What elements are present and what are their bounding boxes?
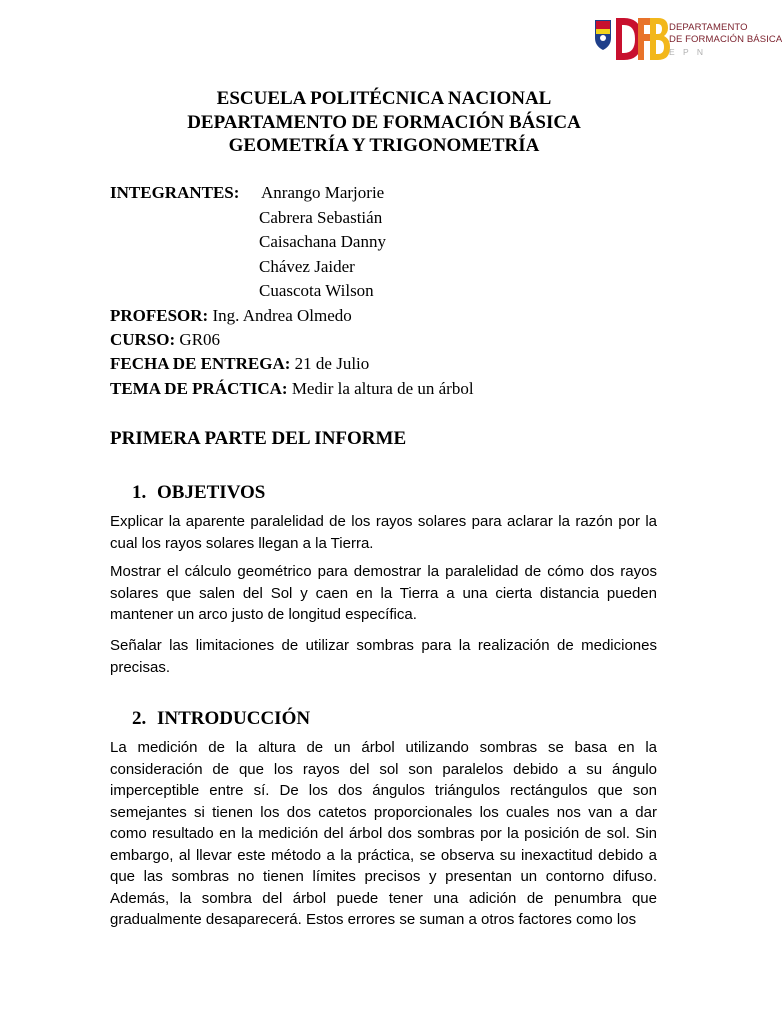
curso-value: GR06	[179, 330, 221, 349]
introduccion-paragraph: La medición de la altura de un árbol utilizando sombras se basa en la consideración de que los rayos del sol son paralelos debido a su ángulo imperceptible entre sí. De los dos ángulos triángulos rectángulos que son semejantes si tienen los dos catetos proporcionales los cuales nos van a dar como resultado en la medición del árbol dos sombras por la posición de sol. Sin embargo, al llevar este método a la práctica, se observa su inexactitud debido a que las sombras no tienen límites precisos y presentan un contorno difuso. Además, la sombra del árbol puede tener una adición de penumbra que gradualmente desaparecerá. Estos errores se suman a otros factores como los	[110, 739, 657, 928]
curso-label: CURSO:	[110, 330, 176, 349]
department-title: DEPARTAMENTO DE FORMACIÓN BÁSICA	[187, 111, 581, 133]
member-name: Cuascota Wilson	[259, 281, 374, 300]
introduccion-heading	[132, 708, 310, 730]
section-title: PRIMERA PARTE DEL INFORME	[110, 428, 407, 449]
objetivos-title: OBJETIVOS	[157, 482, 266, 503]
integrantes-label: INTEGRANTES:	[110, 183, 240, 202]
logo-line-2: DE FORMACIÓN BÁSICA	[669, 34, 782, 45]
objetivo-paragraph: Señalar las limitaciones de utilizar sombras para la realización de mediciones precisas.	[110, 637, 657, 676]
tema-value: Medir la altura de un árbol	[291, 378, 474, 398]
profesor-value: Ing. Andrea Olmedo	[212, 305, 352, 325]
tema-row	[110, 379, 474, 399]
member-name: Caisachana Danny	[259, 232, 386, 251]
objetivos-heading	[132, 482, 265, 504]
introduccion-number: 2.	[132, 708, 147, 729]
member-name: Anrango Marjorie	[261, 183, 385, 202]
fecha-label: FECHA DE ENTREGA:	[110, 354, 291, 373]
tema-label: TEMA DE PRÁCTICA:	[110, 378, 288, 398]
dfb-logo	[592, 8, 782, 68]
member-name: Chávez Jaider	[259, 256, 355, 276]
logo-line-1: DEPARTAMENTO	[669, 22, 748, 33]
institution-title: ESCUELA POLITÉCNICA NACIONAL	[216, 88, 552, 109]
fecha-row	[110, 354, 369, 374]
member-name: Cabrera Sebastián	[259, 207, 383, 227]
profesor-row	[110, 306, 352, 326]
fecha-value: 21 de Julio	[294, 354, 370, 373]
subject-title: GEOMETRÍA Y TRIGONOMETRÍA	[228, 135, 540, 156]
objetivo-paragraph: Explicar la aparente paralelidad de los rayos solares para aclarar la razón por la cual los rayos solares llegan a la Tierra.	[110, 513, 657, 552]
logo-caption	[669, 22, 782, 58]
document-header	[0, 87, 768, 158]
objetivo-paragraph: Mostrar el cálculo geométrico para demostrar la paralelidad de cómo dos rayos solares que salen del Sol y caen en la Tierra a una cierta distancia pueden mantener un arco justo de longitud específica.	[110, 563, 657, 623]
logo-line-3: E P N	[669, 47, 707, 57]
epn-dfb-emblem-icon	[592, 8, 672, 68]
curso-row	[110, 330, 220, 350]
profesor-label: PROFESOR:	[110, 305, 209, 325]
introduccion-title: INTRODUCCIÓN	[157, 708, 311, 729]
objetivos-number: 1.	[132, 482, 147, 503]
